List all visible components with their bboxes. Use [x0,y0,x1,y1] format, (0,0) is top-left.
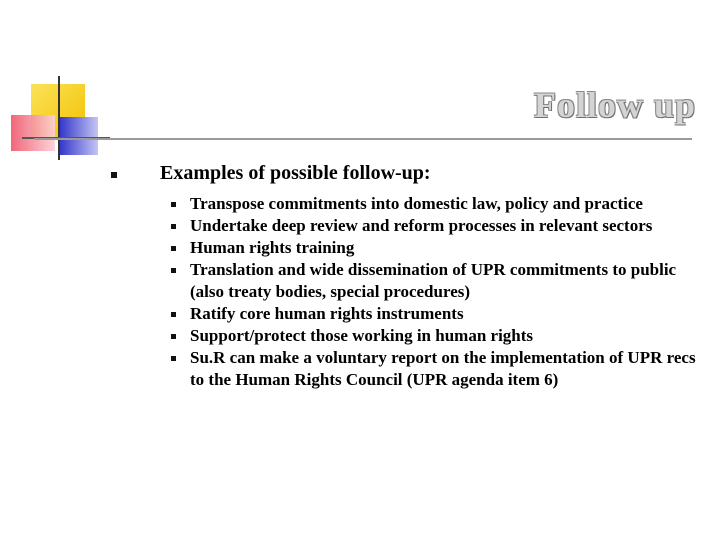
red-square [11,115,55,151]
title-divider [34,138,692,140]
slide-title: Follow up [533,85,696,125]
square-bullet-icon [171,334,176,339]
sub-bullet-item [107,193,707,215]
sub-bullet-text: Su.R can make a voluntary report on the implementation of UPR recs to the Human Rights Council (UPR agenda item 6) [190,348,696,389]
main-bullet-text: Examples of possible follow-up: [160,162,431,184]
sub-bullet-text: Human rights training [190,238,355,257]
sub-bullet-text: Ratify core human rights instruments [190,304,464,323]
sub-bullet-item [107,215,707,237]
square-bullet-icon [111,172,117,178]
square-bullet-icon [171,202,176,207]
sub-bullet-list [107,193,707,391]
sub-bullet-text: Support/protect those working in human rights [190,326,534,345]
slide-body [107,160,707,391]
sub-bullet-text: Translation and wide dissemination of UPR commitments to public (also treaty bodies, special procedures) [190,260,677,301]
sub-bullet-item [107,303,707,325]
sub-bullet-text: Undertake deep review and reform processes in relevant sectors [190,216,653,235]
sub-bullet-item [107,237,707,259]
square-bullet-icon [171,312,176,317]
main-bullet-item [107,160,707,186]
sub-bullet-item [107,347,707,391]
square-bullet-icon [171,246,176,251]
blue-square [58,117,98,155]
sub-bullet-item [107,325,707,347]
square-bullet-icon [171,224,176,229]
decorative-squares-logo [0,0,110,170]
square-bullet-icon [171,268,176,273]
square-bullet-icon [171,356,176,361]
sub-bullet-item [107,259,707,303]
sub-bullet-text: Transpose commitments into domestic law, policy and practice [190,194,643,213]
